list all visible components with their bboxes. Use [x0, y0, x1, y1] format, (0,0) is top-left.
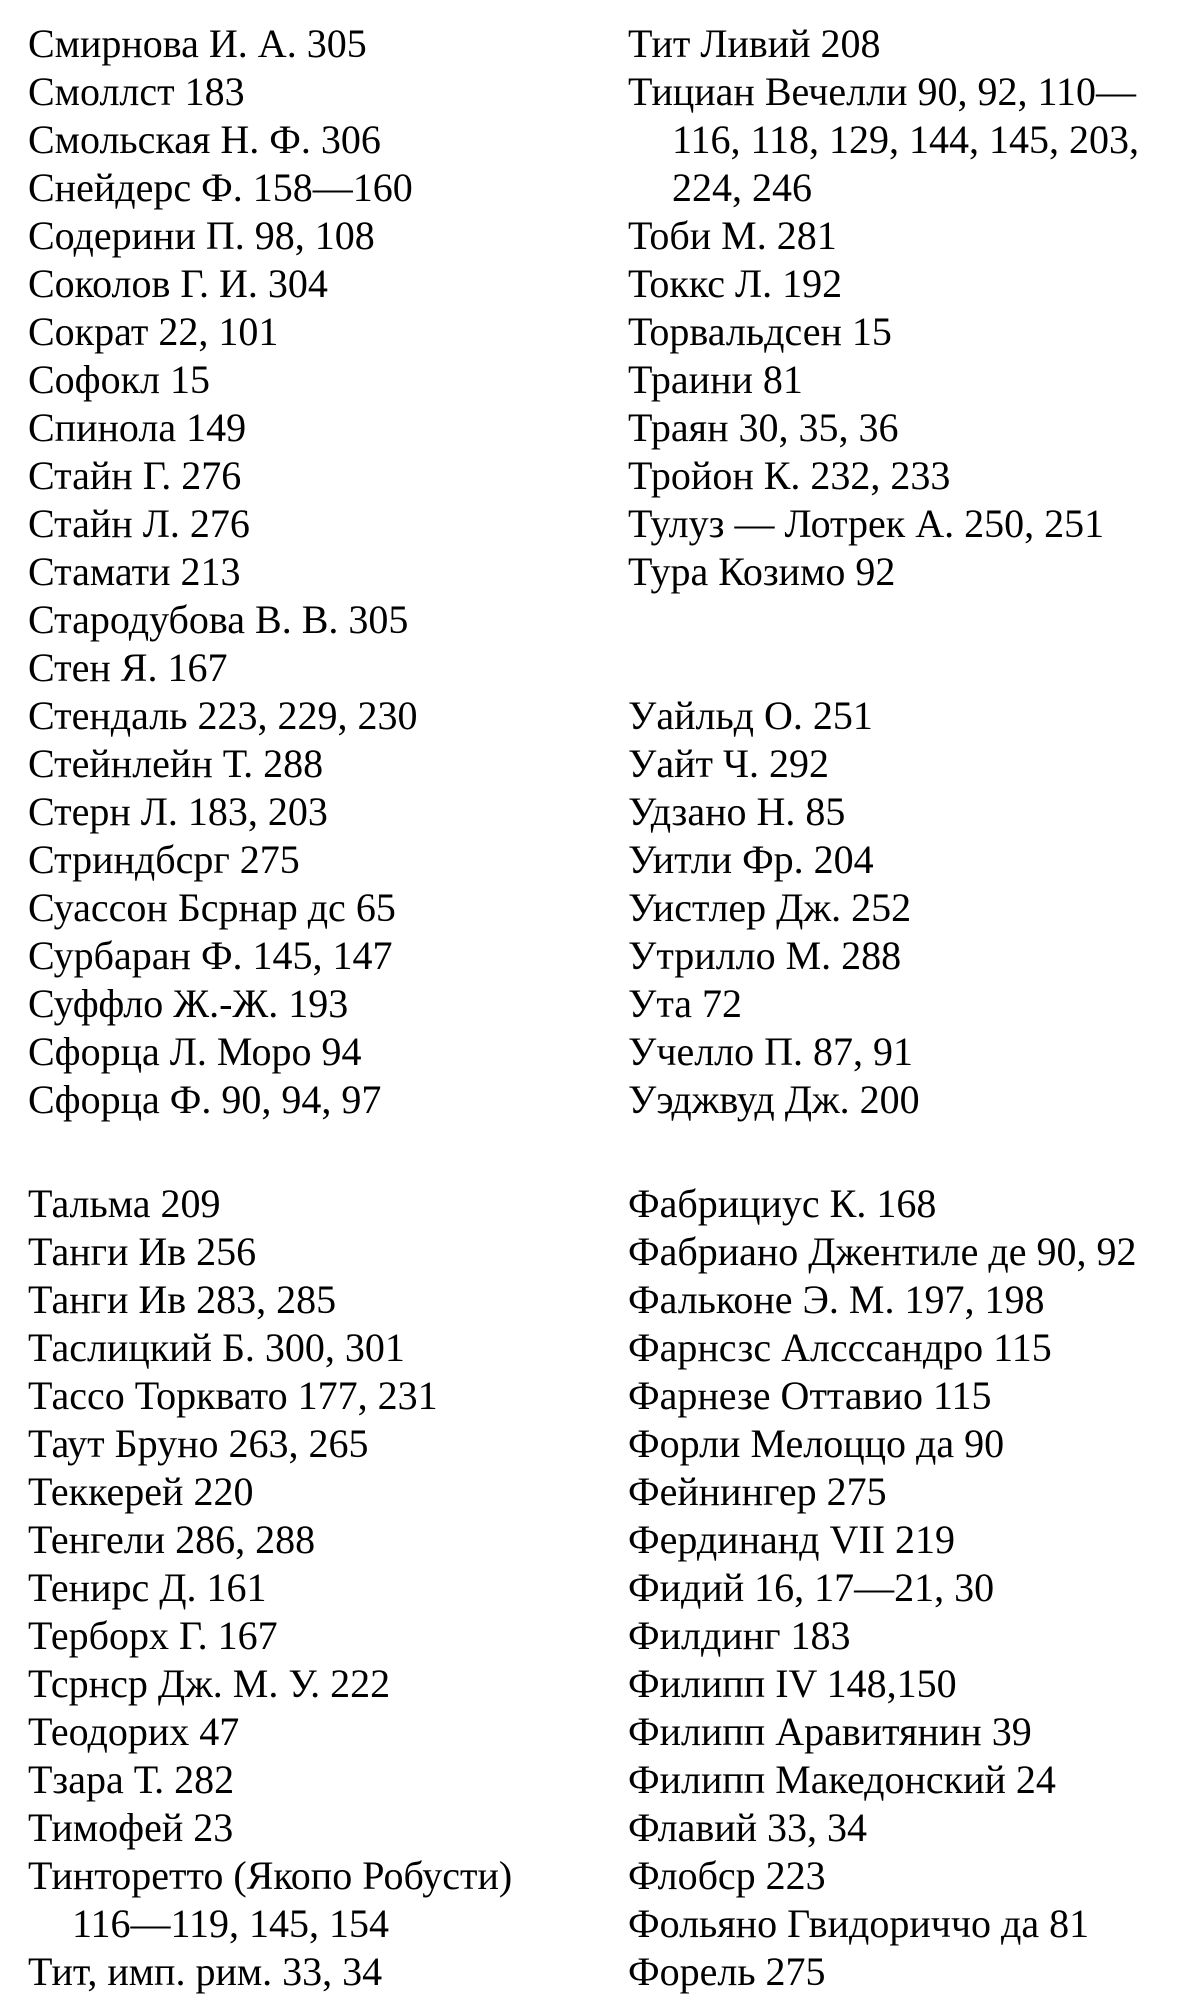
index-entry: Стейнлейн Т. 288 [28, 741, 324, 786]
index-entry: Тимофей 23 [28, 1805, 234, 1850]
index-entry-continuation: 116—119, 145, 154 [72, 1901, 390, 1946]
index-entry: Тальма 209 [28, 1181, 221, 1226]
letter-group-separator [28, 1124, 588, 1180]
index-entry: Стамати 213 [28, 549, 241, 594]
index-entry: Стайн Г. 276 [28, 453, 242, 498]
index-entry: Утрилло М. 288 [628, 933, 902, 978]
index-entry: Тассо Торквато 177, 231 [28, 1373, 438, 1418]
index-entry: Теодорих 47 [28, 1709, 240, 1754]
index-entry: Торвальдсен 15 [628, 309, 892, 354]
index-entry: Токкс Л. 192 [628, 261, 843, 306]
index-entry: Фальконе Э. М. 197, 198 [628, 1277, 1045, 1322]
index-entry: Уэджвуд Дж. 200 [628, 1077, 920, 1122]
index-entry: Тициан Вечелли 90, 92, 110— [628, 69, 1136, 114]
index-entry: Стен Я. 167 [28, 645, 228, 690]
index-entry: Стерн Л. 183, 203 [28, 789, 328, 834]
index-entry: Софокл 15 [28, 357, 210, 402]
letter-group-separator [628, 596, 1188, 692]
index-entry: Фабриано Джентиле де 90, 92 [628, 1229, 1137, 1274]
index-entry: Траян 30, 35, 36 [628, 405, 899, 450]
index-entry: Суассон Бсрнар дс 65 [28, 885, 396, 930]
index-entry: Смольская Н. Ф. 306 [28, 117, 381, 162]
index-entry: Тенгели 286, 288 [28, 1517, 316, 1562]
index-entry: Форли Мелоццо да 90 [628, 1421, 1005, 1466]
index-entry: Тит Ливий 208 [628, 21, 881, 66]
index-entry: Теккерей 220 [28, 1469, 254, 1514]
index-entry: Филипп Македонский 24 [628, 1757, 1056, 1802]
index-entry: Филипп IV 148,150 [628, 1661, 957, 1706]
index-column-right [628, 0, 1188, 1996]
index-entry: Фабрициус К. 168 [628, 1181, 937, 1226]
index-entry: Фердинанд VII 219 [628, 1517, 956, 1562]
index-entry: Сурбаран Ф. 145, 147 [28, 933, 393, 978]
index-entry: Фидий 16, 17—21, 30 [628, 1565, 995, 1610]
index-entry: Фарнезе Оттавио 115 [628, 1373, 992, 1418]
index-entry: Уайт Ч. 292 [628, 741, 829, 786]
index-entry: Уитли Фр. 204 [628, 837, 874, 882]
index-entry: Стендаль 223, 229, 230 [28, 693, 418, 738]
index-entry: Уайльд О. 251 [628, 693, 873, 738]
index-entry: Тенирс Д. 161 [28, 1565, 267, 1610]
index-entry: Флобср 223 [628, 1853, 826, 1898]
index-entry-continuation: 224, 246 [672, 165, 812, 210]
index-entry: Тзара Т. 282 [28, 1757, 235, 1802]
index-entry: Учелло П. 87, 91 [628, 1029, 913, 1074]
index-entry: Тулуз — Лотрек А. 250, 251 [628, 501, 1105, 546]
index-entry: Смоллст 183 [28, 69, 245, 114]
index-entry: Тройон К. 232, 233 [628, 453, 951, 498]
index-entry: Сфорца Ф. 90, 94, 97 [28, 1077, 382, 1122]
index-entry: Таут Бруно 263, 265 [28, 1421, 369, 1466]
index-entry-continuation: 116, 118, 129, 144, 145, 203, [672, 117, 1140, 162]
index-entry: Тсрнср Дж. М. У. 222 [28, 1661, 391, 1706]
index-entry: Суффло Ж.-Ж. 193 [28, 981, 349, 1026]
index-entry: Стародубова В. В. 305 [28, 597, 409, 642]
index-entry: Форель 275 [628, 1949, 826, 1994]
index-entry: Тинторетто (Якопо Робусти) [28, 1853, 513, 1898]
index-entry: Снейдерс Ф. 158—160 [28, 165, 413, 210]
index-entry: Тура Козимо 92 [628, 549, 896, 594]
index-entry: Стайн Л. 276 [28, 501, 250, 546]
index-entry: Спинола 149 [28, 405, 247, 450]
index-entry: Сократ 22, 101 [28, 309, 279, 354]
index-entry: Фейнингер 275 [628, 1469, 887, 1514]
index-entry: Уистлер Дж. 252 [628, 885, 912, 930]
index-entry: Флавий 33, 34 [628, 1805, 868, 1850]
index-entry: Соколов Г. И. 304 [28, 261, 328, 306]
index-entry: Таслицкий Б. 300, 301 [28, 1325, 405, 1370]
index-column-left [28, 0, 588, 1996]
letter-group-separator [628, 1124, 1188, 1180]
index-entry: Удзано Н. 85 [628, 789, 846, 834]
index-entry: Танги Ив 283, 285 [28, 1277, 337, 1322]
index-entry: Фольяно Гвидориччо да 81 [628, 1901, 1090, 1946]
index-entry: Танги Ив 256 [28, 1229, 257, 1274]
index-entry: Ута 72 [628, 981, 743, 1026]
index-entry: Смирнова И. А. 305 [28, 21, 367, 66]
index-entry: Фарнсзс Алсссандро 115 [628, 1325, 1052, 1370]
index-entry: Траини 81 [628, 357, 803, 402]
index-entry: Содерини П. 98, 108 [28, 213, 375, 258]
index-entry: Филдинг 183 [628, 1613, 851, 1658]
index-entry: Сфорца Л. Моро 94 [28, 1029, 362, 1074]
index-entry: Стриндбсрг 275 [28, 837, 300, 882]
index-entry: Тит, имп. рим. 33, 34 [28, 1949, 383, 1994]
index-entry: Терборх Г. 167 [28, 1613, 278, 1658]
index-entry: Тоби М. 281 [628, 213, 837, 258]
index-entry: Филипп Аравитянин 39 [628, 1709, 1032, 1754]
